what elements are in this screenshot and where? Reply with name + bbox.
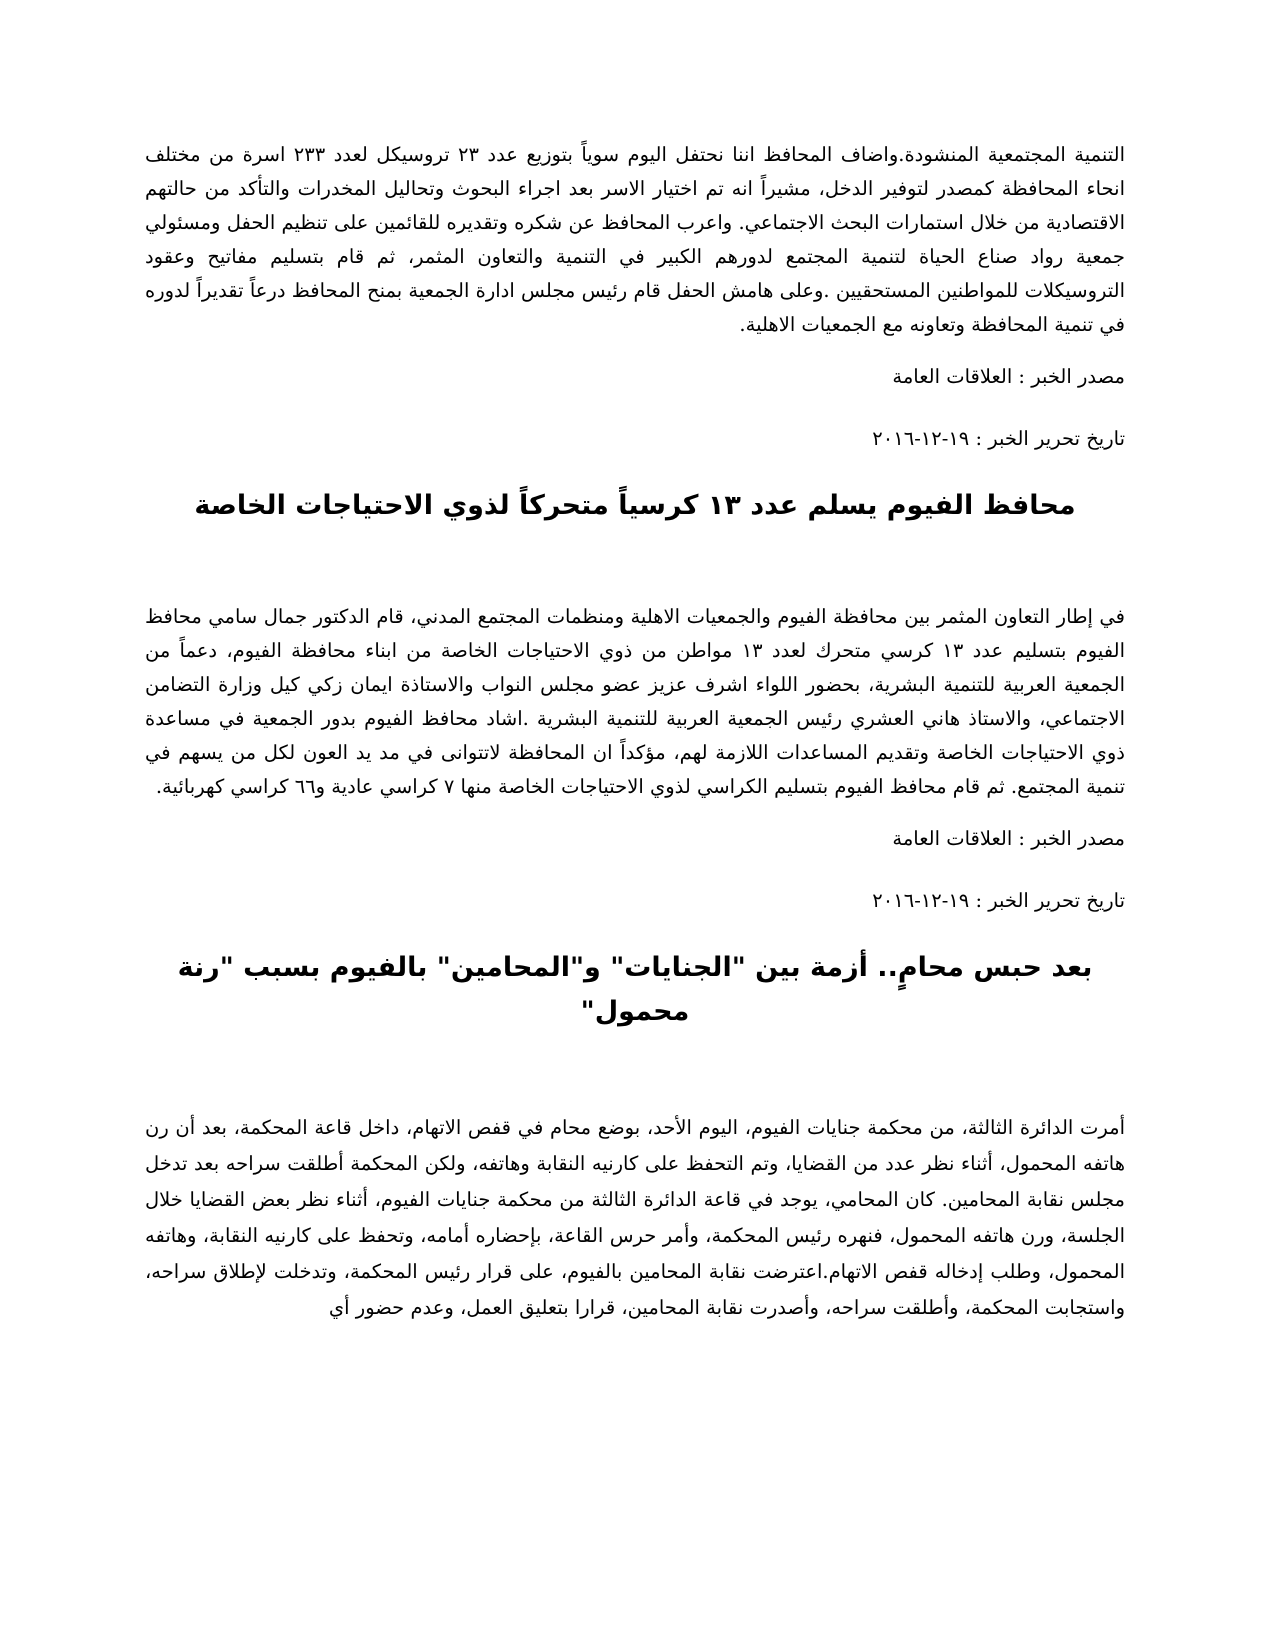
article-1-date: تاريخ تحرير الخبر : ١٩-١٢-٢٠١٦: [872, 427, 1125, 450]
article-2-headline: محافظ الفيوم يسلم عدد ١٣ كرسياً متحركاً لذوي الاحتياجات الخاصة: [194, 490, 1076, 521]
article-3-headline: بعد حبس محامٍ.. أزمة بين "الجنايات" و"المحامين" بالفيوم بسبب "رنة محمول": [177, 952, 1093, 1027]
article-2-body: في إطار التعاون المثمر بين محافظة الفيوم والجمعيات الاهلية ومنظمات المجتمع المدني، قام الدكتور جمال سامي محافظ الفيوم بتسليم عدد ١٣ كرسي متحرك لعدد ١٣ مواطن من ذوي الاحتياجات الخاصة من ابناء محافظة الفيوم، دعماً من الجمعية العربية للتنمية البشرية، بحضور اللواء اشرف عزيز عضو مجلس النواب والاستاذة ايمان زكي كيل وزارة التضامن الاجتماعي، والاستاذ هاني العشري رئيس الجمعية العربية للتنمية البشرية .اشاد محافظ الفيوم بدور الجمعية في مساعدة ذوي الاحتياجات الخاصة وتقديم المساعدات اللازمة لهم، مؤكداً ان المحافظة لاتتوانى في مد يد العون لكل من يسهم في تنمية المجتمع. ثم قام محافظ الفيوم بتسليم الكراسي لذوي الاحتياجات الخاصة منها ٧ كراسي عادية و٦٦ كراسي كهربائية.: [145, 605, 1125, 798]
article-2-date: تاريخ تحرير الخبر : ١٩-١٢-٢٠١٦: [872, 889, 1125, 912]
article-3-body: أمرت الدائرة الثالثة، من محكمة جنايات الفيوم، اليوم الأحد، بوضع محام في قفص الاتهام، داخل قاعة المحكمة، بعد أن رن هاتفه المحمول، أثناء نظر عدد من القضايا، وتم التحفظ على كارنيه النقابة وهاتفه، ولكن المحكمة أطلقت سراحه بعد تدخل مجلس نقابة المحامين. كان المحامي، يوجد في قاعة الدائرة الثالثة من محكمة جنايات الفيوم، أثناء نظر بعض القضايا خلال الجلسة، ورن هاتفه المحمول، فنهره رئيس المحكمة، وأمر حرس القاعة، بإحضاره أمامه، وتحفظ على كارنيه النقابة، وهاتفه المحمول، وطلب إدخاله قفص الاتهام.اعترضت نقابة المحامين بالفيوم، على قرار رئيس المحكمة، وتدخلت لإطلاق سراحه، واستجابت المحكمة، وأطلقت سراحه، وأصدرت نقابة المحامين، قرارا بتعليق العمل، وعدم حضور أي: [145, 1116, 1125, 1319]
document-page: [145, 138, 1125, 1326]
article-2-source: مصدر الخبر : العلاقات العامة: [892, 827, 1125, 850]
article-1-body: التنمية المجتمعية المنشودة.واضاف المحافظ اننا نحتفل اليوم سوياً بتوزيع عدد ٢٣ تروسيكل لعدد ٢٣٣ اسرة من مختلف انحاء المحافظة كمصدر لتوفير الدخل، مشيراً انه تم اختيار الاسر بعد اجراء البحوث وتحاليل المخدرات والتأكد من حالتهم الاقتصادية من خلال استمارات البحث الاجتماعي. واعرب المحافظ عن شكره وتقديره للقائمين على تنظيم الحفل ومسئولي جمعية رواد صناع الحياة لتنمية المجتمع لدورهم الكبير في التنمية والتعاون المثمر، ثم قام بتسليم مفاتيح وعقود التروسيكلات للمواطنين المستحقيين .وعلى هامش الحفل قام رئيس مجلس ادارة الجمعية بمنح المحافظ درعاً تقديراً لدوره في تنمية المحافظة وتعاونه مع الجمعيات الاهلية.: [145, 143, 1125, 336]
article-1-source: مصدر الخبر : العلاقات العامة: [892, 365, 1125, 388]
